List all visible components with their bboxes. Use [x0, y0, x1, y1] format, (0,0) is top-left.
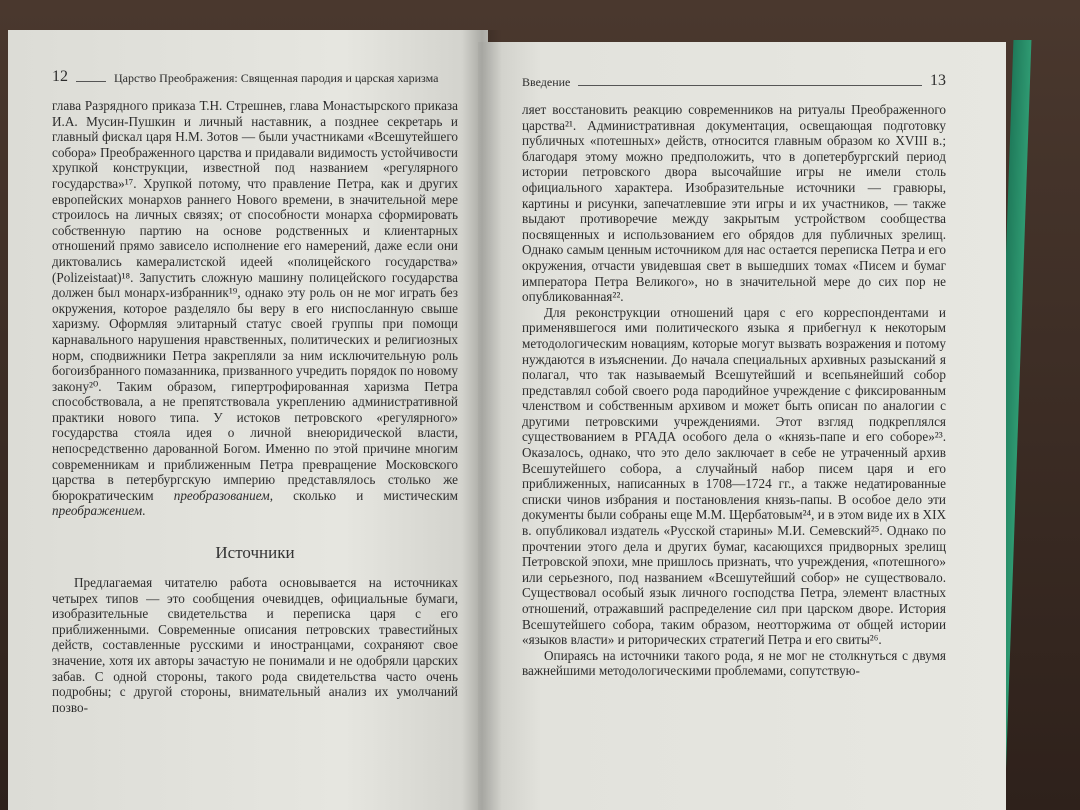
left-paragraph-1 [52, 98, 458, 519]
right-paragraph-1 [522, 102, 946, 305]
left-paragraph-2 [52, 575, 458, 715]
right-page [478, 42, 1006, 810]
right-running-head-text: Введение [522, 75, 571, 89]
right-paragraph-3 [522, 648, 946, 679]
left-italic-1: преобразованием [173, 487, 270, 503]
section-title: Источники [215, 543, 295, 563]
right-paragraph-2 [522, 305, 946, 648]
left-page-number: 12 [52, 68, 68, 85]
right-paragraph-3-text: Опираясь на источники такого рода, я не мог не столкнуться с двумя важнейшими методологическими проблемами, сопутствую- [522, 647, 946, 679]
right-page-number: 13 [930, 72, 946, 89]
left-end-1: . [142, 503, 146, 519]
left-paragraph-1-text: глава Разрядного приказа Т.Н. Стрешнев, глава Монастырского приказа И.А. Мусин-Пушкин и личный наставник, а позднее секретарь и главный фискал царя Н.М. Зотов — были участниками «Всешутейшего собора» Преображенного царства и придавали видимость устойчивости хрупкой конструкции, известной под названием «регулярного государства»¹⁷. Хрупкой потому, что правление Петра, как и других европейских монархов раннего Нового времени, в значительной мере строилось на личных связях; от способности монарха сформировать собственную партию на основе родственных и клиентарных отношений прямо зависело исполнение его намерений, даже если они диктовались камералистской идеей «полицейского государства» (Polizeistaat)¹⁸. Запустить сложную машину полицейского государства должен был монарх-избранник¹⁹, однако эту роль он не мог играть без окружения, которое разделяло бы веру в его ниспосланную свыше харизму. Оформляя элитарный статус своей группы при помощи карнавального нарушения нравственных, политических и религиозных норм, сподвижники Петра закрепляли за ним исключительную роль богоизбранного помазанника, призванного учредить порядок по новому закону²⁰. Таким образом, гипертрофированная харизма Петра способствовала, а не препятствовала укреплению административной практики нового типа. У истоков петровского «регулярного» государства стояла идея о личной внеюридической власти, непосредственно дарованной Богом. Именно по этой причине многим современникам и приближенным Петра превращение Московского царства в петербургскую империю представлялось столько же бюрократическим [52, 98, 458, 503]
left-mid-1: , сколько и мистическим [269, 487, 459, 503]
right-head-rule [578, 84, 922, 86]
left-page [8, 30, 488, 810]
book-gutter [462, 30, 502, 810]
left-running-head-text: Царство Преображения: Священная пародия и царская харизма [114, 71, 439, 85]
left-paragraph-2-text: Предлагаемая читателю работа основывается на источниках четырех типов — это сообщения очевидцев, официальные бумаги, изобразительные свидетельства и переписка царя с его приближенными. Современные описания петровских травестийных действ, составленные русскими и иностранцами, сохраняют свое значение, хотя их авторы зачастую не понимали и не одобряли царских забав. С одной стороны, такого рода свидетельства часто очень подробны; с другой стороны, внимательный анализ их умолчаний позво- [52, 575, 458, 715]
right-paragraph-2-text: Для реконструкции отношений царя с его корреспондентами и применявшегося ими политического языка я прибегнул к некоторым методологическим новациям, которые могут вызвать возражения и потому нуждаются в изъяснении. До начала специальных архивных разысканий я полагал, что так называемый Всешутейший и всепьянейший собор представлял собой своего рода пародийное учреждение с фиксированным членством и собственным архивом и может быть описан по аналогии с другими петровскими учреждениями. Этот взгляд подкреплялся существованием в РГАДА особого дела о «князь-папе и его соборе»²³. Оказалось, однако, что это дело заключает в себе не утраченный архив Всешутейшего собора, а случайный набор писем царя и его приближенных, написанных в 1708—1724 гг., а также недатированные списки чинов избрания и постановления князь-папы. В особое дело эти документы были собраны еще М.М. Щербатовым²⁴, и в этом виде их в XIX в. опубликовал издатель «Русской старины» М.И. Семевский²⁵. Однако по прочтении этого дела и других бумаг, касающихся придворных зрелищ Петровской эпохи, мне пришлось признать, что учреждения, «потешного» или серьезного, под названием «Всешутейший собор» не существовало. Существовал особый язык личного господства Петра, элемент властных отношений, отражавший распределение сил при царском дворе. История Всешутейшего собора, таким образом, неотторжима от общей истории «языков власти» и риторических стратегий Петра и его свиты²⁶. [522, 304, 946, 648]
left-head-rule [76, 80, 106, 82]
right-running-head [522, 72, 946, 90]
left-italic-2: преображением [52, 503, 143, 519]
left-running-head [52, 68, 458, 86]
right-paragraph-1-text: ляет восстановить реакцию современников на ритуалы Преображенного царства²¹. Административная документация, освещающая подготовку публичных «потешных» действ, относится главным образом ко XVIII в.; благодаря этому можно предположить, что в допетербургский период истории петровского двора высочайшие игры не имели столь официального характера. Изобразительные источники — гравюры, картины и рисунки, запечатлевшие эти игры и их участников, — также выдают противоречие между закрытым устройством сообщества посвященных и использованием его обрядов для публичных зрелищ. Однако самым ценным источником для нас остается переписка Петра и его окружения, отчасти увидевшая свет в вышедших томах «Писем и бумаг императора Петра Великого», но в значительной мере до сих пор не опубликованная²². [522, 102, 946, 305]
